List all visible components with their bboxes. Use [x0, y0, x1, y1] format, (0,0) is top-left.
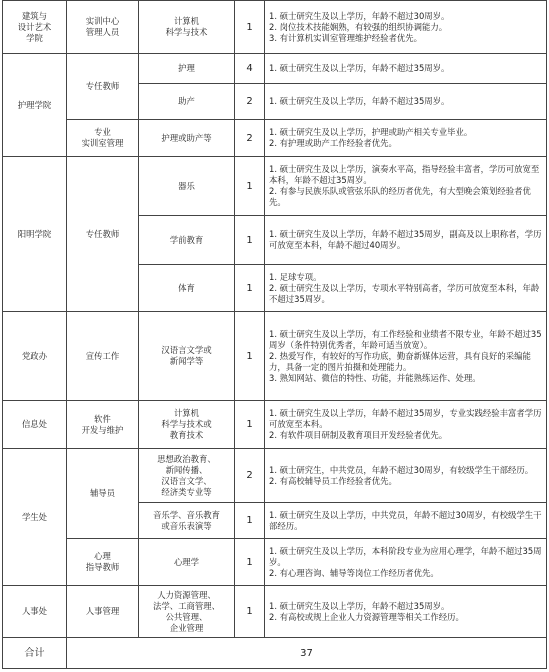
total-label-cell: [3, 638, 67, 669]
post-cell: [67, 312, 139, 401]
requirements-cell: [265, 216, 547, 265]
count-value: 2: [246, 96, 253, 107]
requirement-line: 1. 硕士研究生及以上学历，年龄不超过30周岁。: [269, 10, 450, 21]
count-value: 1: [246, 350, 253, 362]
count-cell: [235, 84, 265, 120]
requirement-line: 1. 足球专项。: [269, 271, 322, 282]
major-label: 汉语言文学或 新闻学等: [161, 345, 212, 366]
requirements-cell: [265, 586, 547, 638]
requirement-line: 1. 硕士研究生及以上学历，年龄不超过35周岁，副高及以上职称者，学历可放宽至本科，年龄不超过40周岁。: [269, 229, 542, 250]
table-row: [3, 157, 547, 216]
major-cell: [139, 586, 235, 638]
department-cell: [3, 157, 67, 312]
post-label: 人事管理: [85, 606, 120, 616]
count-value: 1: [246, 556, 253, 568]
department-cell: [3, 1, 67, 54]
count-value: 2: [246, 132, 253, 144]
total-row: [3, 638, 547, 669]
major-label: 体育: [178, 282, 195, 293]
requirements-cell: [265, 503, 547, 539]
post-label: 软件 开发与维护: [81, 413, 124, 435]
count-cell: [235, 54, 265, 84]
requirements-cell: [265, 84, 547, 120]
post-label: 专业 实训室管理: [81, 127, 124, 148]
post-cell: [67, 157, 139, 312]
major-cell: [139, 312, 235, 401]
requirements-cell: [265, 539, 547, 586]
requirement-line: 1. 硕士研究生及以上学历，年龄不超过35周岁。: [269, 96, 450, 106]
department-label: 建筑与 设计艺术 学院: [17, 10, 52, 43]
department-cell: [3, 586, 67, 638]
department-cell: [3, 401, 67, 449]
requirements-cell: [265, 312, 547, 401]
requirement-line: 2. 硕士研究生及以上学历，专项水平特别高者，学历可放宽至本科，年龄不超过35周岁。: [269, 282, 540, 304]
requirement-line: 2. 有参与民族乐队或管弦乐队的经历者优先，有大型晚会策划经验者优先。: [269, 186, 531, 207]
requirements-cell: [265, 449, 547, 503]
department-label: 人事处: [21, 606, 48, 616]
total-count: 37: [300, 647, 313, 659]
count-value: 1: [246, 419, 253, 430]
post-label: 心理 指导教师: [85, 551, 120, 572]
count-value: 2: [246, 470, 253, 481]
table-row: [3, 586, 547, 638]
count-cell: [235, 539, 265, 586]
major-label: 学前教育: [169, 234, 204, 245]
post-cell: [67, 586, 139, 638]
post-cell: [67, 401, 139, 449]
requirement-line: 2. 有护理或助产工作经验者优先。: [269, 138, 397, 148]
count-value: 1: [246, 515, 253, 526]
requirements-cell: [265, 120, 547, 157]
count-cell: [235, 401, 265, 449]
requirement-line: 1. 硕士研究生及以上学历，有工作经验和业绩者不限专业，年龄不超过35周岁（条件特别优秀者，年龄可适当放宽）。: [269, 328, 542, 350]
department-label: 信息处: [21, 419, 48, 429]
count-cell: [235, 586, 265, 638]
requirement-line: 1. 硕士研究生及以上学历，中共党员，年龄不超过30周岁，有校级学生干部经历。: [269, 509, 542, 531]
post-cell: [67, 1, 139, 54]
count-value: 1: [246, 21, 253, 33]
major-label: 音乐学、音乐教育 或音乐表演等: [153, 509, 220, 531]
major-cell: [139, 503, 235, 539]
requirement-line: 1. 硕士研究生及以上学历，本科阶段专业为应用心理学，年龄不超过35周岁。: [269, 545, 542, 567]
requirement-line: 3. 有计算机实训室管理维护经验者优先。: [269, 32, 423, 43]
department-label: 护理学院: [17, 99, 52, 110]
department-cell: [3, 449, 67, 586]
requirement-line: 2. 有高校或规上企业人力资源管理等相关工作经历。: [269, 611, 464, 622]
requirement-line: 2. 热爱写作，有较好的写作功底，勤奋新媒体运营，具有良好的采编能力，具备一定的图片拍摄和处理能力。: [269, 350, 531, 372]
major-cell: [139, 401, 235, 449]
count-value: 1: [246, 282, 253, 294]
post-label: 专任教师: [85, 228, 120, 239]
major-label: 护理或助产等: [161, 132, 212, 143]
count-cell: [235, 1, 265, 54]
major-label: 人力资源管理、 法学、工商管理、 公共管理、 企业管理: [153, 589, 220, 633]
post-label: 实训中心 管理人员: [85, 16, 120, 37]
post-label: 辅导员: [89, 488, 116, 498]
department-cell: [3, 312, 67, 401]
requirement-line: 3. 熟知网站、微信的特性、功能，并能熟练运作、处理。: [269, 372, 481, 383]
table-row: [3, 54, 547, 84]
requirements-cell: [265, 1, 547, 54]
total-count-cell: [67, 638, 547, 669]
major-cell: [139, 216, 235, 265]
requirement-line: 2. 岗位技术技能娴熟，有较强的组织协调能力。: [269, 21, 448, 32]
requirement-line: 1. 硕士研究生及以上学历，年龄不超过35周岁。: [269, 63, 450, 73]
department-label: 党政办: [21, 350, 48, 361]
major-label: 思想政治教育、 新闻传播、 汉语言文学、 经济类专业等: [157, 453, 216, 497]
count-value: 1: [246, 180, 253, 192]
count-cell: [235, 503, 265, 539]
requirement-line: 2. 有软件项目研制及教育项目开发经验者优先。: [269, 430, 448, 440]
count-cell: [235, 449, 265, 503]
department-label: 阳明学院: [17, 228, 52, 239]
count-value: 1: [246, 606, 253, 617]
requirement-line: 1. 硕士研究生，中共党员，年龄不超过30周岁，有较级学生干部经历。: [269, 464, 534, 475]
table-row: [3, 312, 547, 401]
count-cell: [235, 157, 265, 216]
requirement-line: 1. 硕士研究生及以上学历，护理或助产相关专业毕业。: [269, 127, 473, 137]
major-label: 计算机 科学与技术: [165, 16, 208, 37]
major-cell: [139, 84, 235, 120]
count-value: 4: [246, 63, 253, 74]
department-cell: [3, 54, 67, 157]
requirements-cell: [265, 157, 547, 216]
table-row: [3, 449, 547, 503]
count-cell: [235, 312, 265, 401]
major-label: 器乐: [178, 180, 195, 191]
post-label: 专任教师: [85, 81, 120, 91]
requirements-cell: [265, 401, 547, 449]
total-label: 合计: [24, 647, 45, 659]
post-cell: [67, 539, 139, 586]
post-label: 宣传工作: [85, 350, 120, 361]
recruitment-table: [2, 0, 547, 669]
post-cell: [67, 54, 139, 120]
count-cell: [235, 265, 265, 312]
major-cell: [139, 120, 235, 157]
count-cell: [235, 120, 265, 157]
major-cell: [139, 54, 235, 84]
requirements-cell: [265, 54, 547, 84]
table-row: [3, 120, 547, 157]
major-label: 助产: [178, 96, 195, 106]
major-label: 计算机 科学与技术或 教育技术: [161, 408, 212, 440]
major-cell: [139, 449, 235, 503]
table-row: [3, 401, 547, 449]
major-cell: [139, 539, 235, 586]
major-cell: [139, 157, 235, 216]
requirement-line: 1. 硕士研究生及以上学历，年龄不超过35周岁。: [269, 600, 450, 611]
count-cell: [235, 216, 265, 265]
requirement-line: 2. 有高校辅导员工作经验者优先。: [269, 475, 397, 486]
table-row: [3, 1, 547, 54]
major-label: 护理: [178, 63, 195, 73]
requirement-line: 1. 硕士研究生及以上学历，演奏水平高，指导经验丰富者，学历可放宽至本科，年龄不超过35周岁。: [269, 164, 540, 185]
post-cell: [67, 120, 139, 157]
major-label: 心理学: [173, 556, 200, 567]
post-cell: [67, 449, 139, 539]
table-row: [3, 539, 547, 586]
major-cell: [139, 265, 235, 312]
major-cell: [139, 1, 235, 54]
requirements-cell: [265, 265, 547, 312]
requirement-line: 2. 有心理咨询、辅导等岗位工作经历者优先。: [269, 567, 439, 578]
count-value: 1: [246, 234, 253, 246]
department-label: 学生处: [21, 511, 48, 522]
requirement-line: 1. 硕士研究生及以上学历，年龄不超过35周岁，专业实践经验丰富者学历可放宽至本科。: [269, 408, 542, 429]
